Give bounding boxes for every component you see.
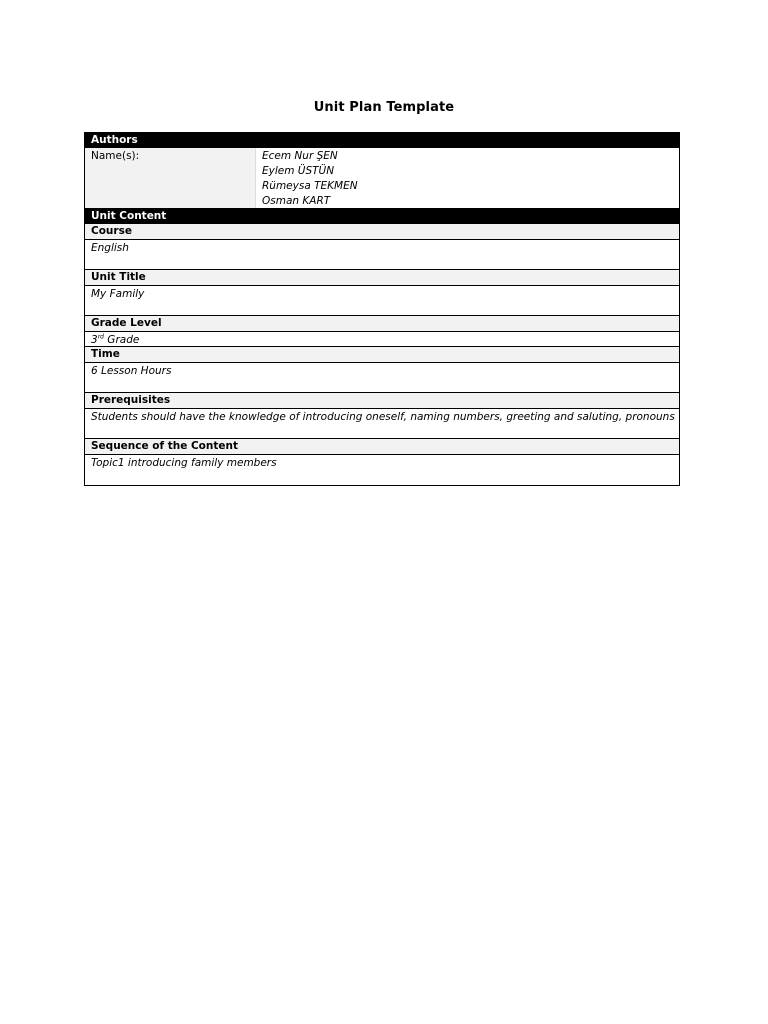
sequence-value: Topic1 introducing family members [91, 457, 277, 469]
course-value: English [85, 240, 679, 270]
time-label: Time [85, 347, 679, 363]
author-name: Eylem ÜSTÜN [262, 165, 335, 177]
time-value: 6 Lesson Hours [85, 363, 679, 393]
authors-names-row [85, 148, 679, 209]
unit-title-label: Unit Title [85, 270, 679, 286]
author-name: Osman KART [262, 195, 331, 207]
prerequisites-label: Prerequisites [85, 393, 679, 409]
authors-header: Authors [85, 133, 679, 148]
sequence-label: Sequence of the Content [85, 439, 679, 455]
grade-level-label: Grade Level [85, 316, 679, 332]
unit-content-header: Unit Content [85, 209, 679, 224]
document-title: Unit Plan Template [313, 100, 455, 115]
grade-word: Grade [103, 334, 140, 346]
names-list [256, 148, 679, 208]
names-label: Name(s): [91, 150, 140, 162]
unit-title-value: My Family [85, 286, 679, 316]
author-name: Rümeysa TEKMEN [262, 180, 358, 192]
unit-plan-table [84, 132, 680, 486]
author-name: Ecem Nur ŞEN [262, 150, 338, 162]
course-label: Course [85, 224, 679, 240]
names-label-cell [85, 148, 256, 208]
grade-ordinal-suffix: rd [97, 333, 104, 341]
prerequisites-value: Students should have the knowledge of introducing oneself, naming numbers, greeting and saluting, pronouns [85, 409, 679, 439]
grade-number: 3 [91, 334, 98, 346]
grade-level-value [85, 332, 679, 347]
